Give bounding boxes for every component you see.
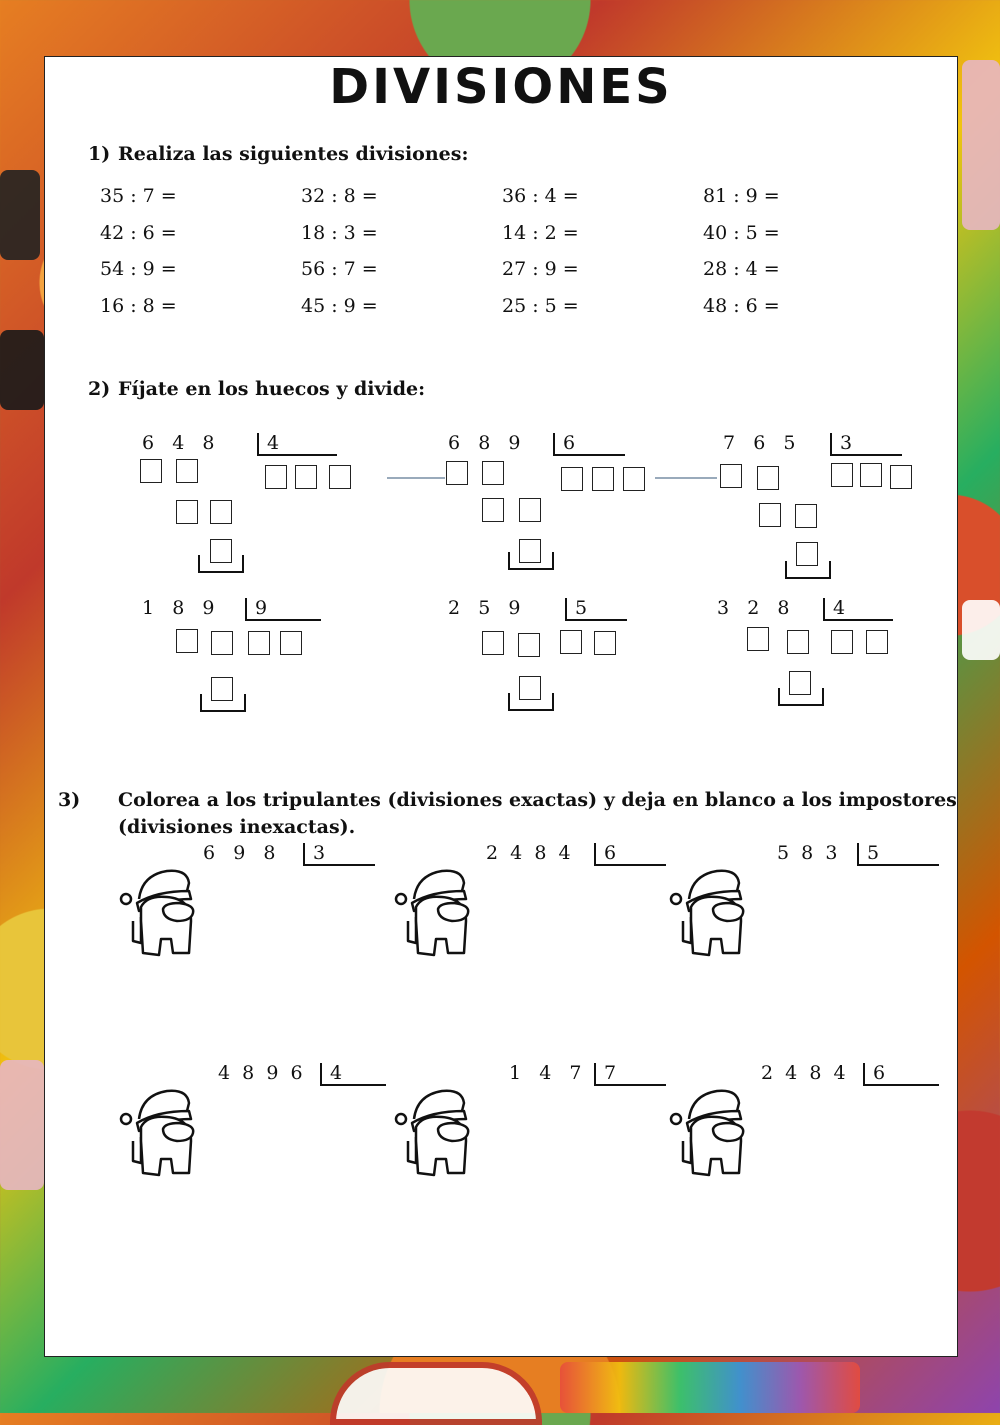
division-exercise: 48 : 6 = — [703, 295, 780, 317]
answer-box[interactable] — [594, 631, 616, 655]
background-decoration — [0, 170, 40, 260]
remainder-bracket — [785, 561, 831, 579]
answer-box[interactable] — [759, 503, 781, 527]
division-exercise: 81 : 9 = — [703, 185, 780, 207]
dividend: 2 5 9 — [448, 597, 521, 619]
division-exercise: 28 : 4 = — [703, 258, 780, 280]
question-text: Colorea a los tripulantes (divisiones exactas) y deja en blanco a los impostores (divisiones inexactas). — [118, 789, 957, 838]
answer-box[interactable] — [623, 467, 645, 491]
background-decoration — [962, 600, 1000, 660]
question-text: Fíjate en los huecos y divide: — [118, 378, 426, 400]
answer-box[interactable] — [295, 465, 317, 489]
divisor: 6 — [553, 433, 625, 456]
division-exercise: 40 : 5 = — [703, 222, 780, 244]
dividend: 1 8 9 — [142, 597, 215, 619]
division-exercise: 56 : 7 = — [301, 258, 378, 280]
divisor: 3 — [830, 433, 902, 456]
division-exercise: 42 : 6 = — [100, 222, 177, 244]
divisor: 9 — [245, 598, 321, 621]
remainder-bracket — [200, 694, 246, 712]
answer-box[interactable] — [176, 500, 198, 524]
question-3 — [58, 787, 958, 841]
answer-box[interactable] — [248, 631, 270, 655]
answer-box[interactable] — [560, 630, 582, 654]
remainder-bracket — [778, 688, 824, 706]
question-number: 3) — [58, 789, 81, 811]
answer-box[interactable] — [176, 629, 198, 653]
dividend: 5 8 3 — [777, 842, 838, 864]
background-decoration — [560, 1362, 860, 1413]
divisor: 5 — [565, 598, 627, 621]
dividend: 2 4 8 4 — [486, 842, 571, 864]
division-exercise: 54 : 9 = — [100, 258, 177, 280]
separator-line — [655, 477, 717, 479]
answer-box[interactable] — [329, 465, 351, 489]
divisor: 5 — [857, 843, 939, 866]
dividend: 4 8 9 6 — [218, 1062, 303, 1084]
crewmate-santa-hat-icon[interactable] — [392, 1081, 482, 1181]
divisor: 6 — [594, 843, 666, 866]
crewmate-santa-hat-icon[interactable] — [117, 1081, 207, 1181]
question-number: 2) — [88, 378, 111, 400]
remainder-bracket — [508, 693, 554, 711]
answer-box[interactable] — [265, 465, 287, 489]
crewmate-santa-hat-icon[interactable] — [117, 861, 207, 961]
answer-box[interactable] — [757, 466, 779, 490]
division-exercise: 27 : 9 = — [502, 258, 579, 280]
worksheet — [44, 56, 958, 1357]
division-exercise: 45 : 9 = — [301, 295, 378, 317]
answer-box[interactable] — [890, 465, 912, 489]
crewmate-santa-hat-icon[interactable] — [392, 861, 482, 961]
divisor: 4 — [320, 1063, 386, 1086]
question-text: Realiza las siguientes divisiones: — [118, 143, 469, 165]
background-decoration — [0, 330, 44, 410]
question-number: 1) — [88, 143, 111, 165]
answer-box[interactable] — [280, 631, 302, 655]
answer-box[interactable] — [482, 498, 504, 522]
dividend: 7 6 5 — [723, 432, 796, 454]
crewmate-santa-hat-icon[interactable] — [667, 861, 757, 961]
answer-box[interactable] — [860, 463, 882, 487]
question-1 — [88, 141, 468, 168]
dividend: 6 4 8 — [142, 432, 215, 454]
division-exercise: 16 : 8 = — [100, 295, 177, 317]
crewmate-santa-hat-icon[interactable] — [667, 1081, 757, 1181]
division-exercise: 18 : 3 = — [301, 222, 378, 244]
answer-box[interactable] — [787, 630, 809, 654]
answer-box[interactable] — [519, 498, 541, 522]
division-exercise: 32 : 8 = — [301, 185, 378, 207]
background-decoration — [962, 60, 1000, 230]
remainder-bracket — [198, 555, 244, 573]
divisor: 6 — [863, 1063, 939, 1086]
question-2 — [88, 376, 425, 403]
background-decoration — [0, 1060, 44, 1190]
division-exercise: 36 : 4 = — [502, 185, 579, 207]
dividend: 1 4 7 — [509, 1062, 582, 1084]
division-exercise: 14 : 2 = — [502, 222, 579, 244]
answer-box[interactable] — [747, 627, 769, 651]
division-exercise: 25 : 5 = — [502, 295, 579, 317]
answer-box[interactable] — [866, 630, 888, 654]
answer-box[interactable] — [592, 467, 614, 491]
dividend: 6 9 8 — [203, 842, 276, 864]
divisor: 4 — [257, 433, 337, 456]
answer-box[interactable] — [518, 633, 540, 657]
answer-box[interactable] — [211, 631, 233, 655]
answer-box[interactable] — [446, 461, 468, 485]
answer-box[interactable] — [210, 500, 232, 524]
divisor: 4 — [823, 598, 893, 621]
dividend: 2 4 8 4 — [761, 1062, 846, 1084]
answer-box[interactable] — [482, 631, 504, 655]
background-decoration — [330, 1362, 542, 1425]
answer-box[interactable] — [176, 459, 198, 483]
divisor: 3 — [303, 843, 375, 866]
answer-box[interactable] — [720, 464, 742, 488]
separator-line — [387, 477, 445, 479]
remainder-bracket — [508, 552, 554, 570]
answer-box[interactable] — [561, 467, 583, 491]
divisor: 7 — [594, 1063, 666, 1086]
answer-box[interactable] — [831, 463, 853, 487]
answer-box[interactable] — [831, 630, 853, 654]
answer-box[interactable] — [482, 461, 504, 485]
answer-box[interactable] — [140, 459, 162, 483]
division-exercise: 35 : 7 = — [100, 185, 177, 207]
answer-box[interactable] — [795, 504, 817, 528]
page-title: DIVISIONES — [329, 59, 673, 115]
dividend: 3 2 8 — [717, 597, 790, 619]
dividend: 6 8 9 — [448, 432, 521, 454]
